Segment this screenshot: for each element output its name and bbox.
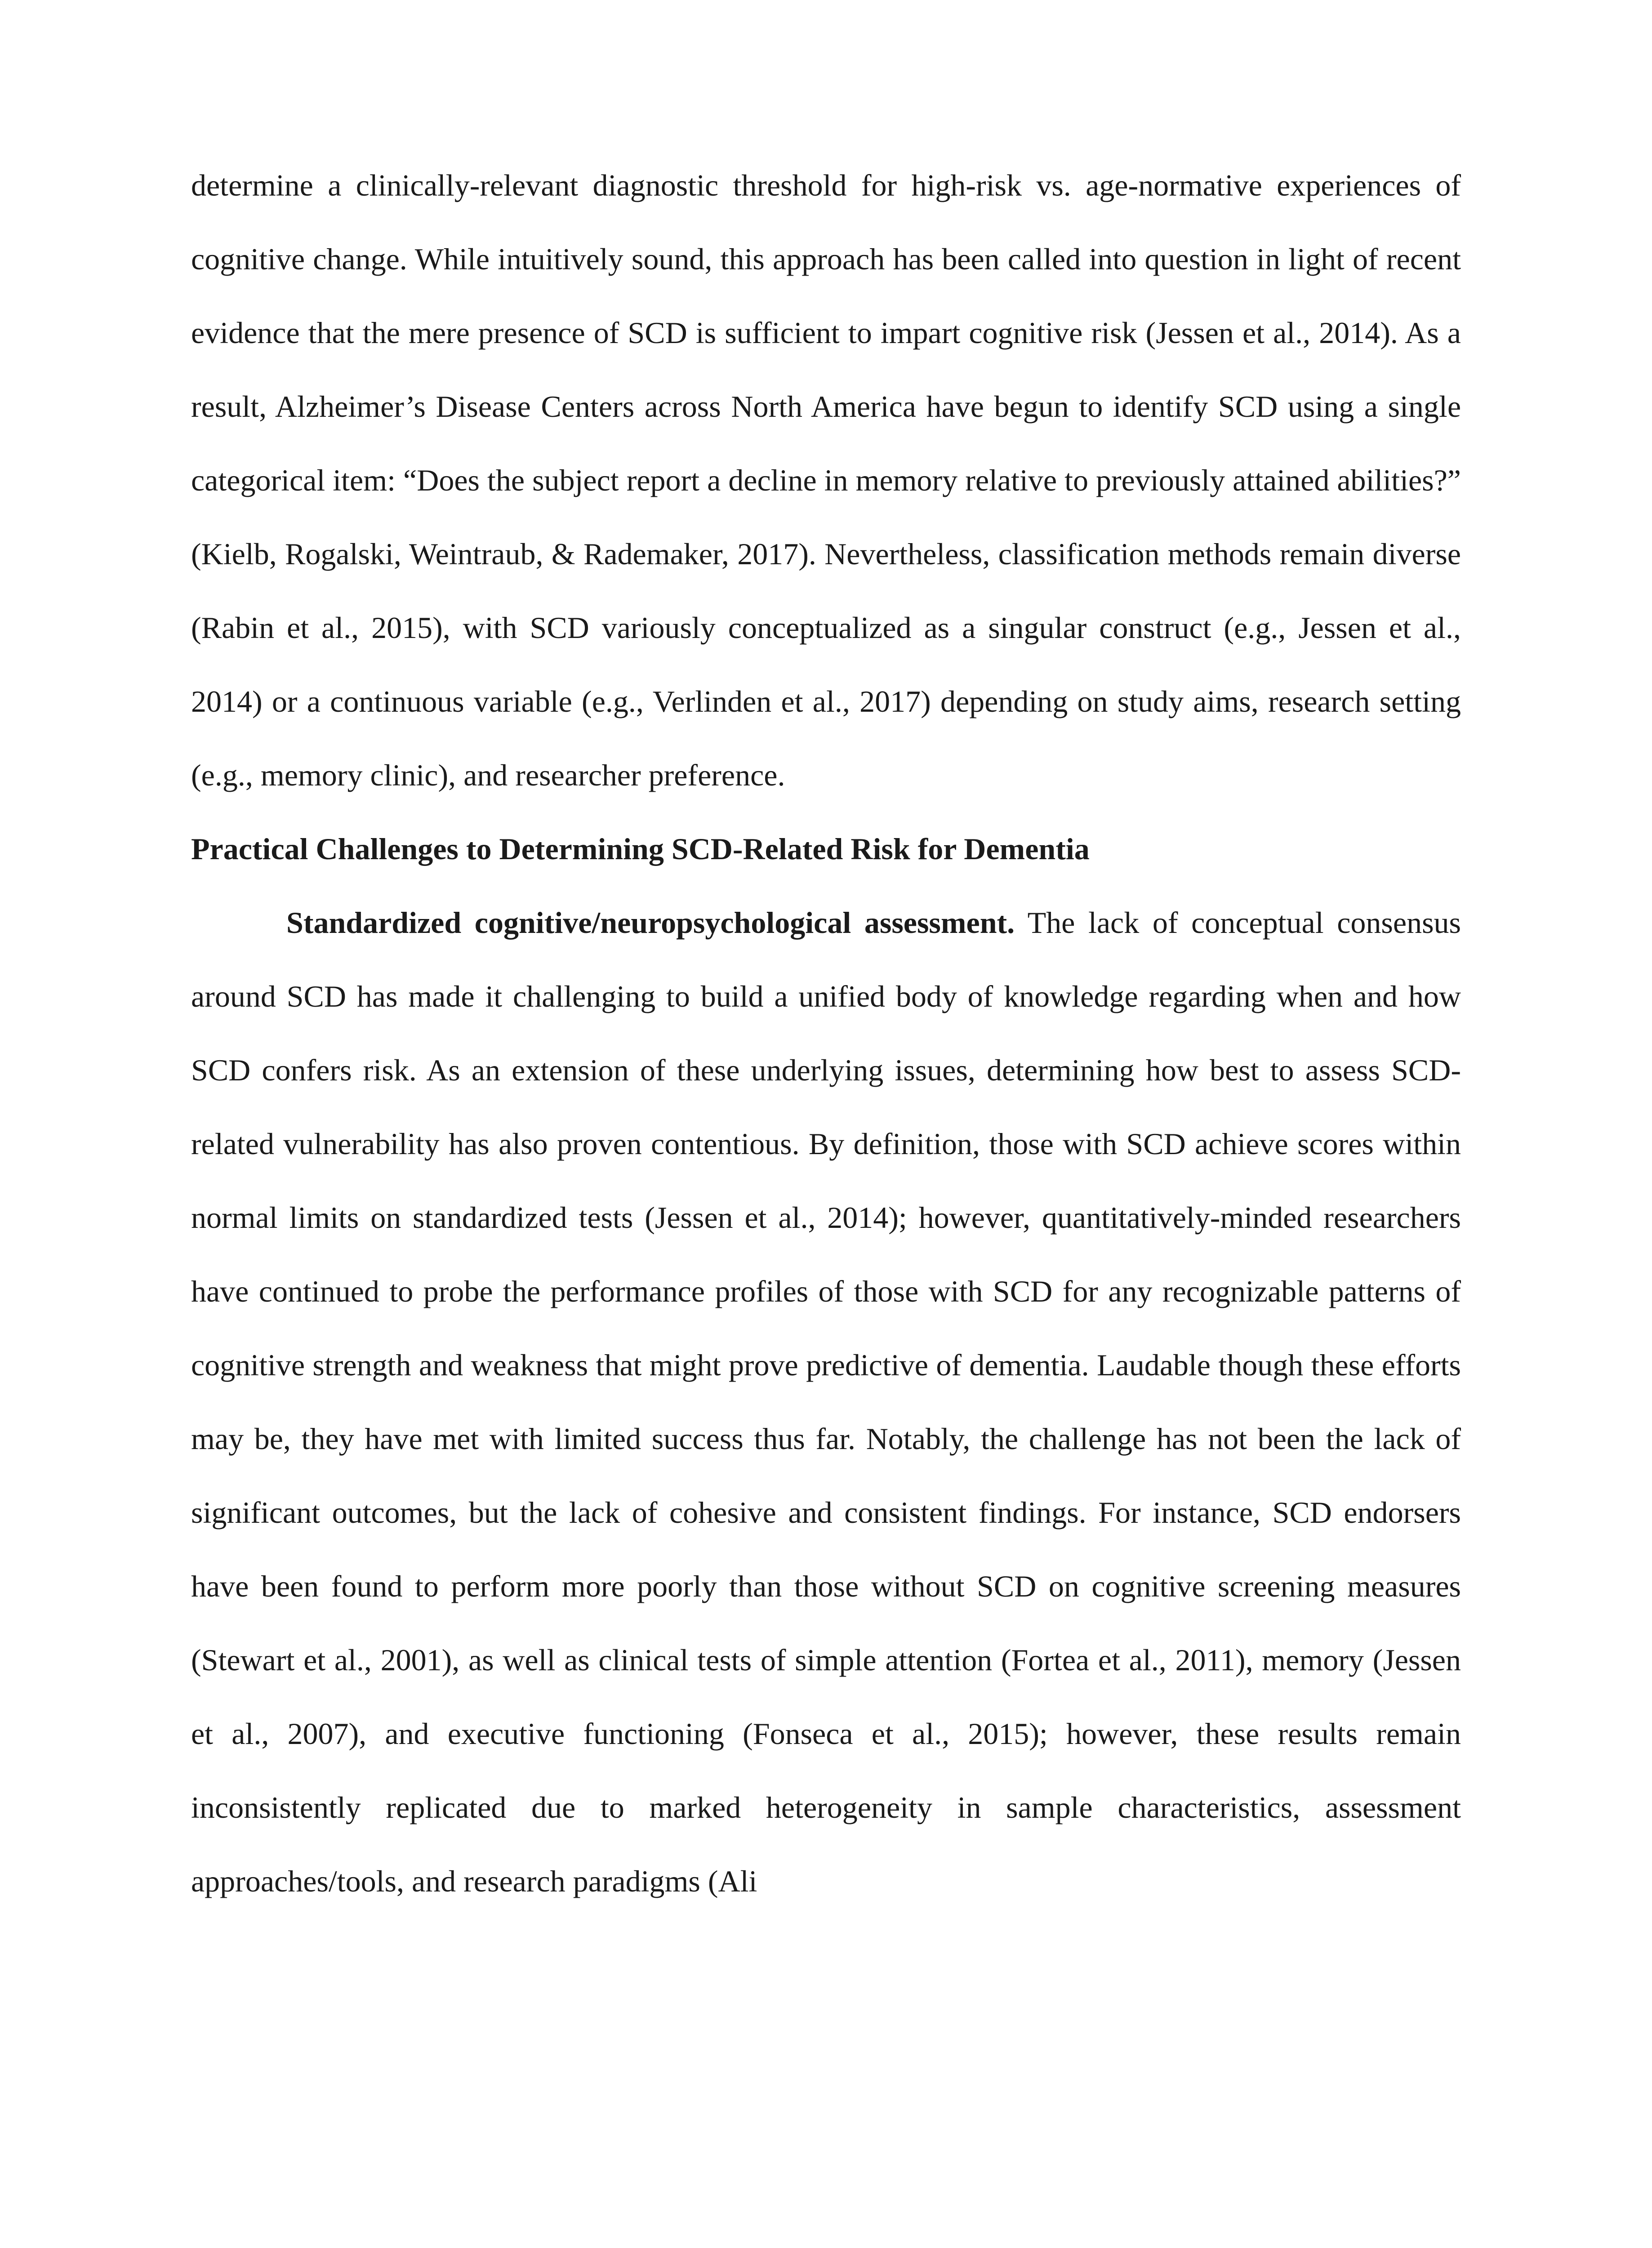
paragraph-assessment <box>191 886 1461 1918</box>
page-body <box>191 148 1461 1918</box>
paragraph-assessment-text: The lack of conceptual consensus around SCD has made it challenging to build a unified body of knowledge regarding when and how SCD confers risk. As an extension of these underlying issues, determining how best to assess SCD-related vulnerability has also proven contentious. By definition, those with SCD achieve scores within normal limits on standardized tests (Jessen et al., 2014); however, quantitatively-minded researchers have continued to probe the performance profiles of those with SCD for any recognizable patterns of cognitive strength and weakness that might prove predictive of dementia. Laudable though these efforts may be, they have met with limited success thus far. Notably, the challenge has not been the lack of significant outcomes, but the lack of cohesive and consistent findings. For instance, SCD endorsers have been found to perform more poorly than those without SCD on cognitive screening measures (Stewart et al., 2001), as well as clinical tests of simple attention (Fortea et al., 2011), memory (Jessen et al., 2007), and executive functioning (Fonseca et al., 2015); however, these results remain inconsistently replicated due to marked heterogeneity in sample characteristics, assessment approaches/tools, and research paradigms (Ali <box>191 905 1461 1898</box>
run-in-subheading: Standardized cognitive/neuropsychological assessment. <box>286 905 1015 940</box>
section-heading: Practical Challenges to Determining SCD-Related Risk for Dementia <box>191 832 1090 866</box>
paragraph-continuation: determine a clinically-relevant diagnostic threshold for high-risk vs. age-normative experiences of cognitive change. While intuitively sound, this approach has been called into question in light of recent evidence that the mere presence of SCD is sufficient to impart cognitive risk (Jessen et al., 2014). As a result, Alzheimer’s Disease Centers across North America have begun to identify SCD using a single categorical item: “Does the subject report a decline in memory relative to previously attained abilities?” (Kielb, Rogalski, Weintraub, & Rademaker, 2017). Nevertheless, classification methods remain diverse (Rabin et al., 2015), with SCD variously conceptualized as a singular construct (e.g., Jessen et al., 2014) or a continuous variable (e.g., Verlinden et al., 2017) depending on study aims, research setting (e.g., memory clinic), and researcher preference. <box>191 168 1461 792</box>
